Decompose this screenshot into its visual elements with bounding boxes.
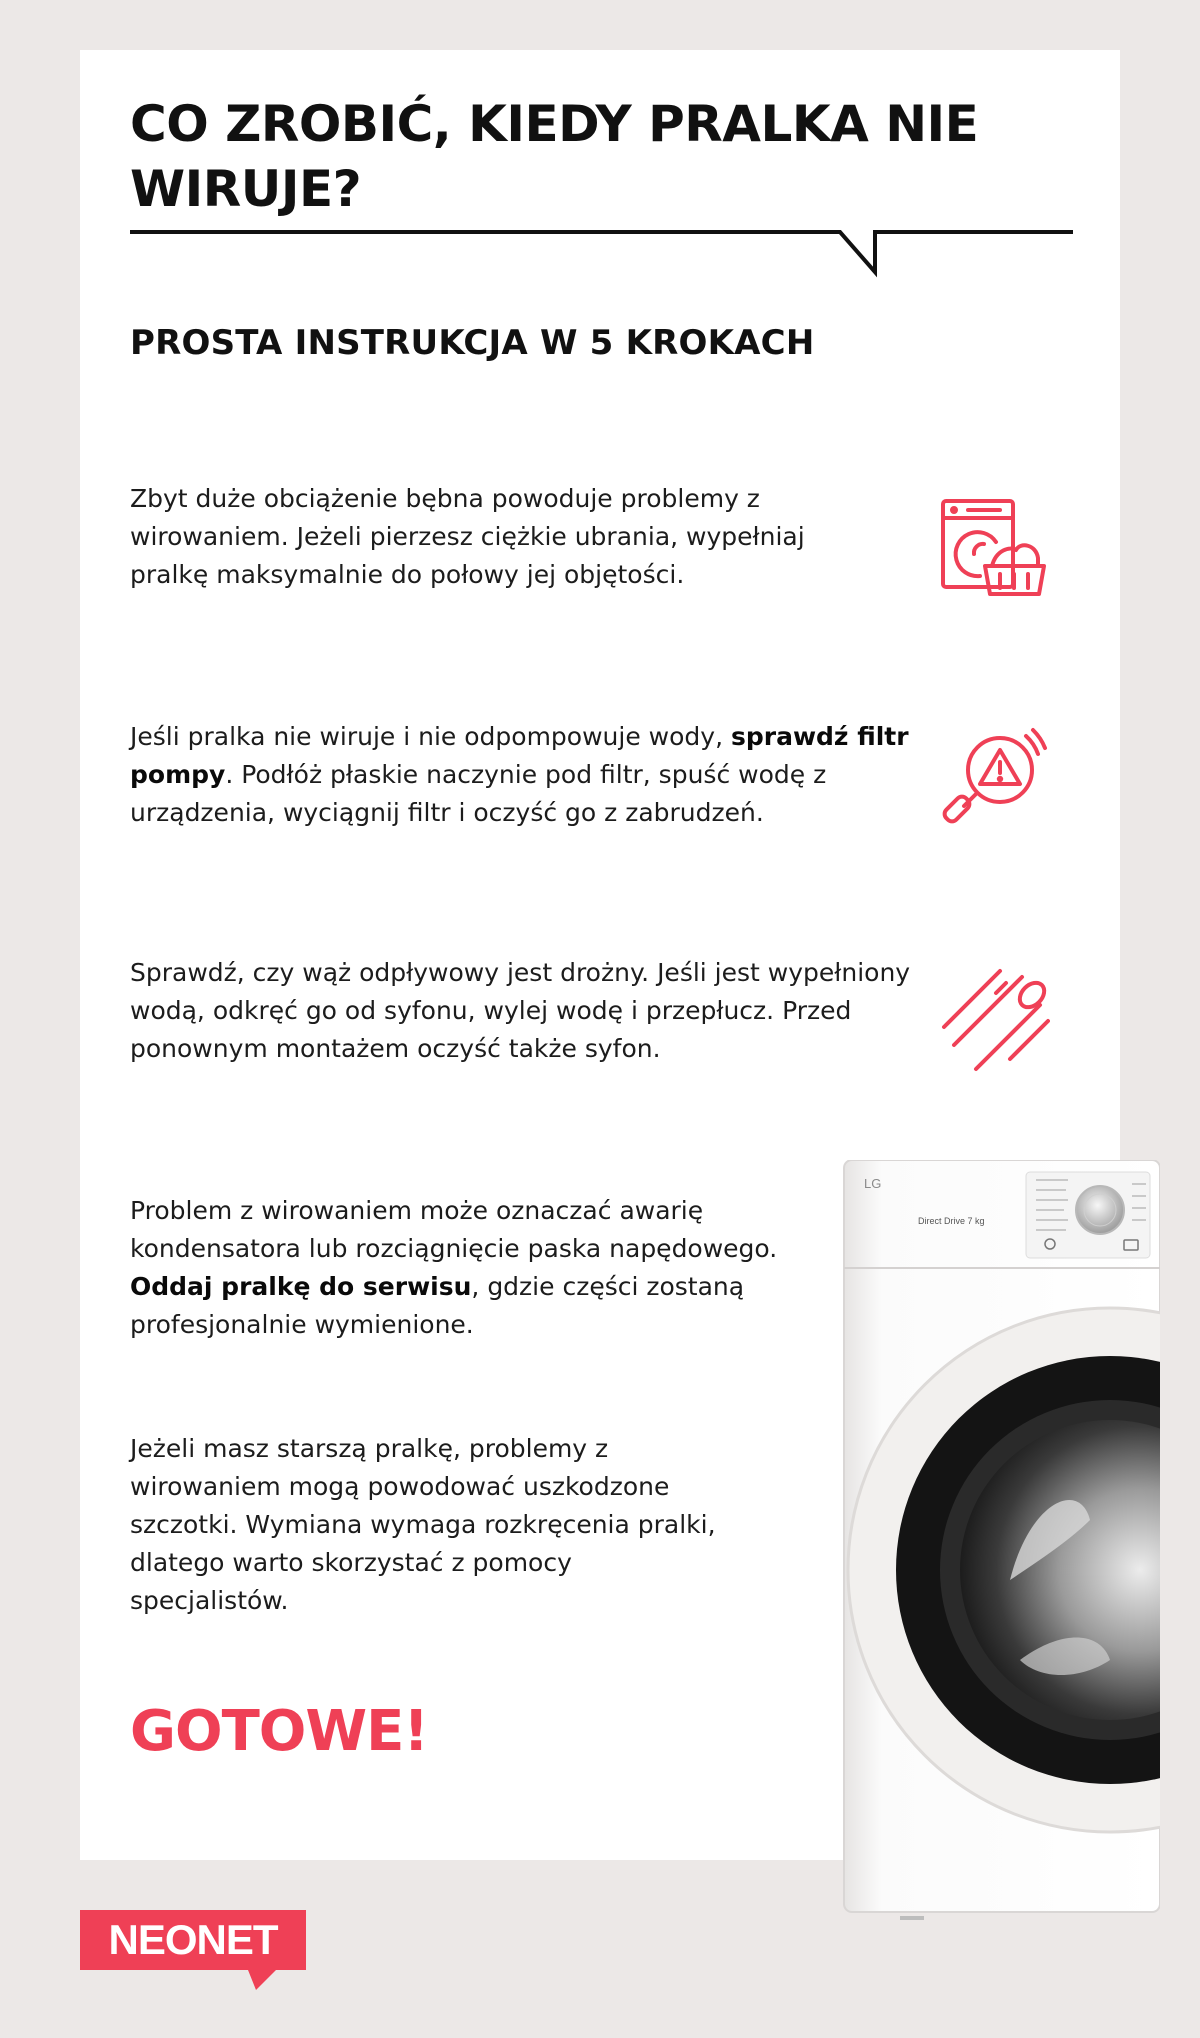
brand-name: NEONET — [108, 1916, 278, 1963]
page-title: CO ZROBIĆ, KIEDY PRALKA NIE WIRUJE? — [130, 95, 979, 218]
step-2-text-before: Jeśli pralka nie wiruje i nie odpompowuje wody, — [130, 722, 731, 751]
step-3-text-before: Sprawdź, czy wąż odpływowy jest drożny. Jeśli jest wypełniony wodą, odkręć go od syfonu, wylej wodę i przepłucz. Przed ponownym montażem oczyść także syfon. — [130, 958, 911, 1063]
step-5-text-before: Jeżeli masz starszą pralkę, problemy z wirowaniem mogą powodować uszkodzone szczotki. Wymiana wymaga rozkręcenia pralki, dlatego warto skorzystać z pomocy specjalistów. — [130, 1434, 716, 1615]
page-subtitle: PROSTA INSTRUKCJA W 5 KROKACH — [130, 323, 815, 363]
step-2-text — [130, 718, 920, 832]
step-4-text — [130, 1192, 830, 1344]
washer-model-label: Direct Drive 7 kg — [918, 1216, 985, 1226]
step-4-bold: Oddaj pralkę do serwisu — [130, 1272, 472, 1301]
step-3-text — [130, 954, 920, 1068]
washer-brand: LG — [864, 1176, 882, 1191]
washing-machine-illustration — [840, 1160, 1160, 1920]
step-2-bold: sprawdź filtr pompy — [130, 722, 909, 789]
speech-bubble-divider — [130, 220, 1130, 330]
washing-machine-basket-icon — [940, 498, 1050, 598]
step-2-text-after: . Podłóż płaskie naczynie pod filtr, spuść wodę z urządzenia, wyciągnij filtr i oczyść go z zabrudzeń. — [130, 760, 827, 827]
step-1-text-before: Zbyt duże obciążenie bębna powoduje problemy z wirowaniem. Jeżeli pierzesz ciężkie ubrania, wypełniaj pralkę maksymalnie do połowy jej objętości. — [130, 484, 805, 589]
magnifier-warning-icon — [940, 724, 1050, 834]
drain-hose-icon — [940, 965, 1050, 1075]
step-4-text-before: Problem z wirowaniem może oznaczać awarię kondensatora lub rozciągnięcie paska napędowego. — [130, 1196, 778, 1263]
done-label: GOTOWE! — [130, 1699, 428, 1764]
brand-logo-label — [80, 1910, 306, 1970]
step-4-text-after: , gdzie części zostaną profesjonalnie wymienione. — [130, 1272, 745, 1339]
step-1-text — [130, 480, 870, 594]
step-5-text — [130, 1430, 730, 1620]
